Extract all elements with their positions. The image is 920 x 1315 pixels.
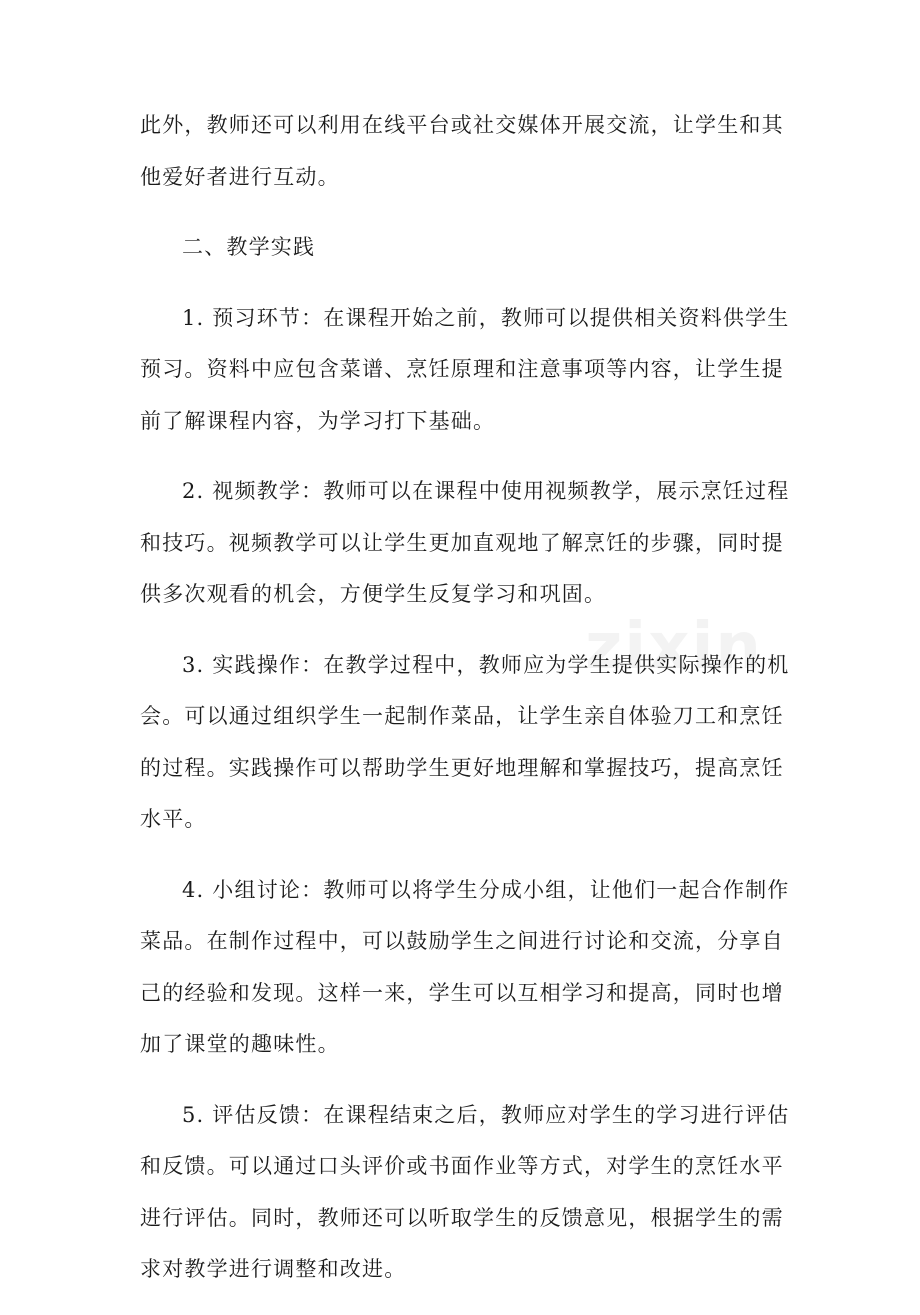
paragraph-line: 供多次观看的机会，方便学生反复学习和巩固。 [140,582,607,606]
document-body [140,100,790,1315]
paragraph-line: 1. 预习环节：在课程开始之前，教师可以提供相关资料供学生 [182,305,790,330]
paragraph-line: 二、教学实践 [182,235,316,259]
paragraph-line: 2. 视频教学：教师可以在课程中使用视频教学，展示烹饪过程 [182,479,790,503]
paragraph-line: 他爱好者进行互动。 [140,164,340,189]
paragraph-line: 己的经验和发现。这样一来，学生可以互相学习和提高，同时也增 [140,980,784,1005]
paragraph-line: 的过程。实践操作可以帮助学生更好地理解和掌握技巧，提高烹饪 [140,755,784,780]
paragraph-item-3 [140,640,790,846]
paragraph-line: 进行评估。同时，教师还可以听取学生的反馈意见，根据学生的需 [140,1205,784,1230]
paragraph-line: 3. 实践操作：在教学过程中，教师应为学生提供实际操作的机 [182,652,790,677]
paragraph-item-2 [140,466,790,621]
paragraph-line: 前了解课程内容，为学习打下基础。 [140,408,496,433]
paragraph-line: 水平。 [140,807,207,831]
paragraph-line: 菜品。在制作过程中，可以鼓励学生之间进行讨论和交流，分享自 [140,929,784,953]
paragraph-item-5 [140,1090,790,1296]
paragraph-line: 4. 小组讨论：教师可以将学生分成小组，让他们一起合作制作 [182,877,790,902]
paragraph-line: 此外，教师还可以利用在线平台或社交媒体开展交流，让学生和其 [140,113,784,137]
paragraph-line: 会。可以通过组织学生一起制作菜品，让学生亲自体验刀工和烹饪 [140,704,784,728]
paragraph-line: 和反馈。可以通过口头评价或书面作业等方式，对学生的烹饪水平 [140,1154,784,1178]
paragraph-item-4 [140,865,790,1071]
paragraph-section-heading [140,222,780,274]
paragraph-line: 预习。资料中应包含菜谱、烹饪原理和注意事项等内容，让学生提 [140,357,784,381]
paragraph-line: 和技巧。视频教学可以让学生更加直观地了解烹饪的步骤，同时提 [140,530,784,555]
paragraph-item-1 [140,293,790,448]
paragraph-intro-continued [140,100,784,203]
paragraph-line: 求对教学进行调整和改进。 [140,1257,407,1281]
paragraph-line: 加了课堂的趣味性。 [140,1032,340,1056]
paragraph-line: 5. 评估反馈：在课程结束之后，教师应对学生的学习进行评估 [182,1102,790,1127]
